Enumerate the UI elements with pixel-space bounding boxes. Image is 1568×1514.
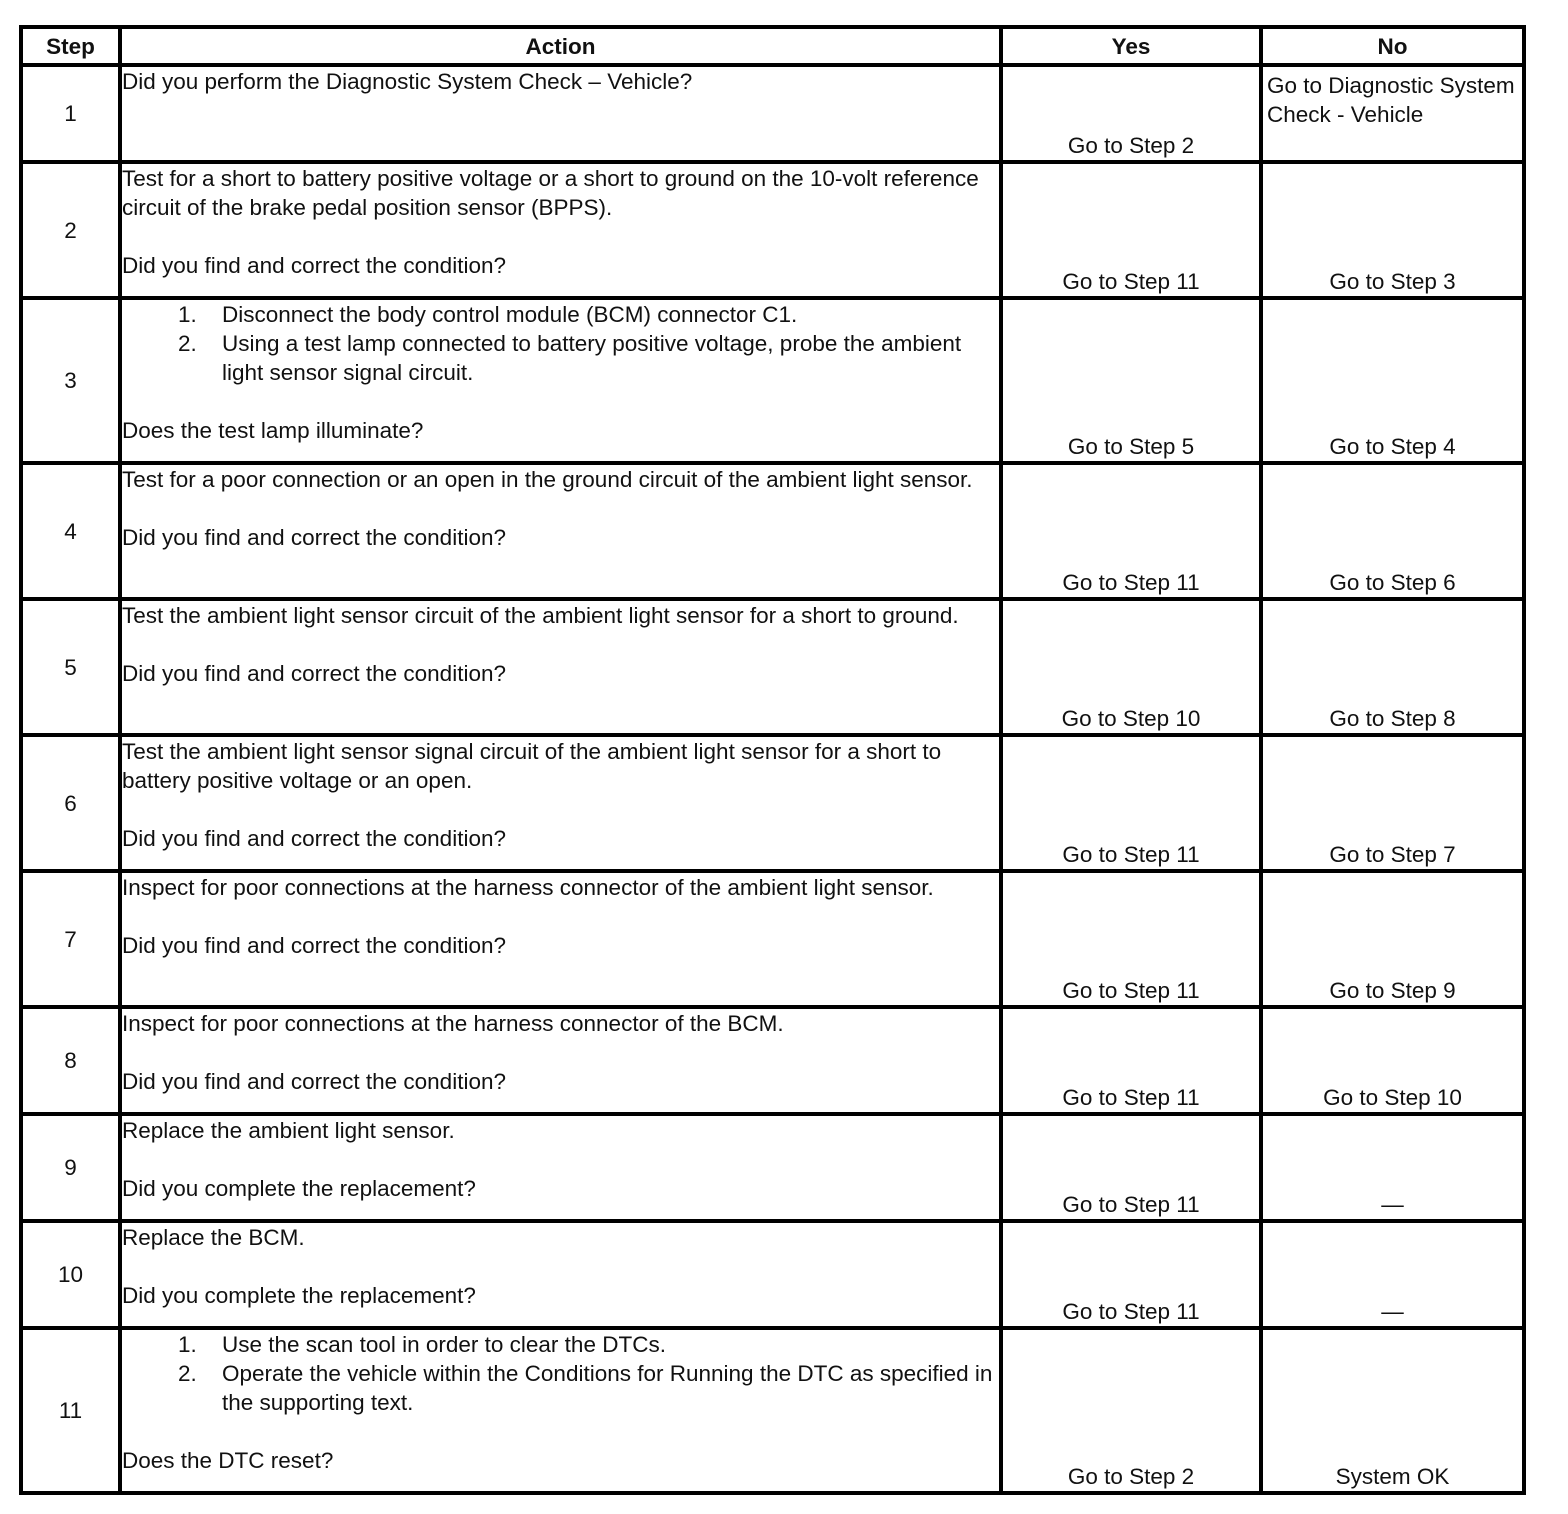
header-no: No (1261, 27, 1524, 65)
action-cell (120, 1114, 1001, 1221)
no-cell: Go to Step 3 (1261, 162, 1524, 298)
step-number: 6 (21, 735, 120, 871)
action-question: Did you find and correct the condition? (122, 826, 506, 851)
action-text: Inspect for poor connections at the harness connector of the BCM. (122, 1011, 784, 1036)
action-text: Did you perform the Diagnostic System Check – Vehicle? (122, 69, 693, 94)
header-yes: Yes (1001, 27, 1261, 65)
action-question: Did you complete the replacement? (122, 1176, 476, 1201)
action-text: Test for a poor connection or an open in the ground circuit of the ambient light sensor. (122, 467, 973, 492)
list-item-text: Use the scan tool in order to clear the DTCs. (222, 1332, 666, 1357)
action-text: Test for a short to battery positive voltage or a short to ground on the 10-volt reference circuit of the brake pedal position sensor (BPPS). (122, 166, 979, 220)
header-step: Step (21, 27, 120, 65)
action-cell (120, 735, 1001, 871)
no-cell: Go to Diagnostic System Check - Vehicle (1261, 65, 1524, 162)
no-cell: Go to Step 8 (1261, 599, 1524, 735)
action-question: Did you complete the replacement? (122, 1283, 476, 1308)
list-item-number: 1. (178, 1332, 197, 1357)
list-item-text: Using a test lamp connected to battery positive voltage, probe the ambient light sensor signal circuit. (222, 331, 962, 385)
table-row (21, 871, 1524, 1007)
table-row (21, 1114, 1524, 1221)
list-item (178, 300, 999, 329)
no-cell: Go to Step 10 (1261, 1007, 1524, 1114)
action-list (122, 1330, 999, 1417)
table-row (21, 162, 1524, 298)
action-question: Did you find and correct the condition? (122, 661, 506, 686)
action-question: Did you find and correct the condition? (122, 253, 506, 278)
table-row (21, 735, 1524, 871)
action-question: Does the DTC reset? (122, 1448, 334, 1473)
action-cell (120, 65, 1001, 162)
table-row (21, 1328, 1524, 1493)
list-item-text: Operate the vehicle within the Conditions for Running the DTC as specified in the supporting text. (222, 1361, 993, 1415)
no-cell: — (1261, 1221, 1524, 1328)
diagnostic-table (19, 25, 1526, 1495)
action-list (122, 300, 999, 387)
yes-cell: Go to Step 11 (1001, 463, 1261, 599)
action-text: Test the ambient light sensor signal circuit of the ambient light sensor for a short to battery positive voltage or an open. (122, 739, 942, 793)
no-cell: — (1261, 1114, 1524, 1221)
no-cell: Go to Step 9 (1261, 871, 1524, 1007)
yes-cell: Go to Step 11 (1001, 1221, 1261, 1328)
table-row (21, 65, 1524, 162)
table-row (21, 463, 1524, 599)
list-item-number: 2. (178, 1361, 197, 1386)
action-cell (120, 298, 1001, 463)
action-question: Did you find and correct the condition? (122, 1069, 506, 1094)
yes-cell: Go to Step 11 (1001, 1007, 1261, 1114)
step-number: 3 (21, 298, 120, 463)
step-number: 10 (21, 1221, 120, 1328)
table-row (21, 1007, 1524, 1114)
yes-cell: Go to Step 11 (1001, 1114, 1261, 1221)
list-item (178, 1359, 999, 1417)
step-number: 7 (21, 871, 120, 1007)
action-cell (120, 599, 1001, 735)
action-cell (120, 871, 1001, 1007)
action-text: Test the ambient light sensor circuit of the ambient light sensor for a short to ground. (122, 603, 959, 628)
action-cell (120, 162, 1001, 298)
action-text: Replace the BCM. (122, 1225, 305, 1250)
table-row (21, 1221, 1524, 1328)
list-item-number: 2. (178, 331, 197, 356)
action-question: Did you find and correct the condition? (122, 933, 506, 958)
no-cell: System OK (1261, 1328, 1524, 1493)
step-number: 5 (21, 599, 120, 735)
action-cell (120, 463, 1001, 599)
header-row (21, 27, 1524, 65)
step-number: 11 (21, 1328, 120, 1493)
step-number: 8 (21, 1007, 120, 1114)
yes-cell: Go to Step 2 (1001, 65, 1261, 162)
yes-cell: Go to Step 11 (1001, 162, 1261, 298)
header-action: Action (120, 27, 1001, 65)
table-row (21, 599, 1524, 735)
step-number: 4 (21, 463, 120, 599)
action-text: Replace the ambient light sensor. (122, 1118, 455, 1143)
no-cell: Go to Step 4 (1261, 298, 1524, 463)
step-number: 1 (21, 65, 120, 162)
list-item (178, 329, 999, 387)
step-number: 9 (21, 1114, 120, 1221)
yes-cell: Go to Step 11 (1001, 735, 1261, 871)
table-row (21, 298, 1524, 463)
yes-cell: Go to Step 10 (1001, 599, 1261, 735)
action-question: Does the test lamp illuminate? (122, 418, 424, 443)
action-text: Inspect for poor connections at the harness connector of the ambient light sensor. (122, 875, 934, 900)
action-cell (120, 1221, 1001, 1328)
list-item-text: Disconnect the body control module (BCM) connector C1. (222, 302, 798, 327)
no-cell: Go to Step 6 (1261, 463, 1524, 599)
yes-cell: Go to Step 11 (1001, 871, 1261, 1007)
no-cell: Go to Step 7 (1261, 735, 1524, 871)
yes-cell: Go to Step 5 (1001, 298, 1261, 463)
list-item (178, 1330, 999, 1359)
action-question: Did you find and correct the condition? (122, 525, 506, 550)
yes-cell: Go to Step 2 (1001, 1328, 1261, 1493)
action-cell (120, 1328, 1001, 1493)
action-cell (120, 1007, 1001, 1114)
step-number: 2 (21, 162, 120, 298)
list-item-number: 1. (178, 302, 197, 327)
